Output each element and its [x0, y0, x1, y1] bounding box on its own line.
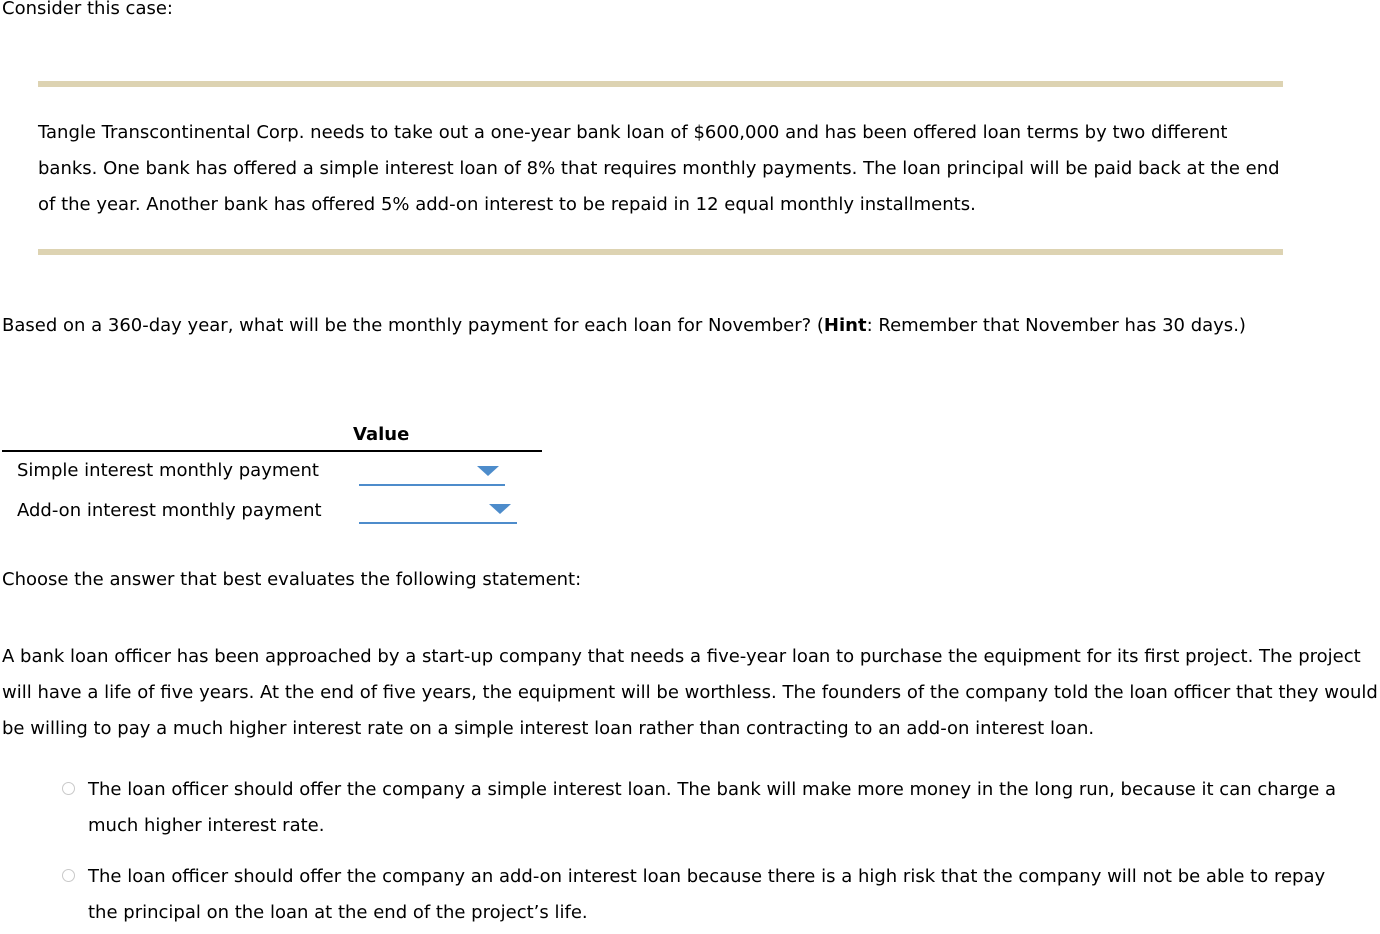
answer-option-2[interactable]: [60, 859, 1360, 931]
choose-prompt: Choose the answer that best evaluates the following statement:: [2, 569, 582, 590]
answer-option-2-text: The loan officer should offer the company an add-on interest loan because there is a high risk that the company will not be able to repay the principal on the loan at the end of the project’s life.: [88, 866, 1326, 923]
question-before: Based on a 360-day year, what will be the monthly payment for each loan for November? (: [2, 315, 824, 336]
value-column-header: Value: [353, 424, 410, 445]
table-header-rule: [2, 450, 542, 452]
chevron-down-icon: [477, 466, 499, 476]
simple-interest-dropdown[interactable]: [359, 454, 505, 486]
case-top-divider: [38, 81, 1283, 87]
radio-option-2[interactable]: [62, 869, 75, 882]
hint-label: Hint: [823, 315, 867, 336]
question-text: [2, 311, 1372, 341]
answer-option-1[interactable]: [60, 772, 1360, 844]
add-on-interest-dropdown[interactable]: [359, 492, 517, 524]
statement-text: A bank loan officer has been approached by a start-up company that needs a five-year loan to purchase the equipment for its first project. The project will have a life of five years. At the end of five years, the equipment will be worthless. The founders of the company told the loan officer that they would be willing to pay a much higher interest rate on a simple interest loan rather than contracting to an add-on interest loan.: [2, 646, 1378, 739]
case-bottom-divider: [38, 249, 1283, 255]
chevron-down-icon: [489, 504, 511, 514]
case-description: Tangle Transcontinental Corp. needs to take out a one-year bank loan of $600,000 and has been offered loan terms by two different banks. One bank has offered a simple interest loan of 8% that requires monthly payments. The loan principal will be paid back at the end of the year. Another bank has offered 5% add-on interest to be repaid in 12 equal monthly installments.: [38, 122, 1280, 215]
answer-option-1-text: The loan officer should offer the company a simple interest loan. The bank will make more money in the long run, because it can charge a much higher interest rate.: [88, 779, 1337, 836]
add-on-interest-label: Add-on interest monthly payment: [17, 500, 322, 521]
radio-option-1[interactable]: [62, 782, 75, 795]
simple-interest-label: Simple interest monthly payment: [17, 460, 319, 481]
intro-text: Consider this case:: [2, 0, 173, 19]
question-after: : Remember that November has 30 days.): [866, 315, 1246, 336]
